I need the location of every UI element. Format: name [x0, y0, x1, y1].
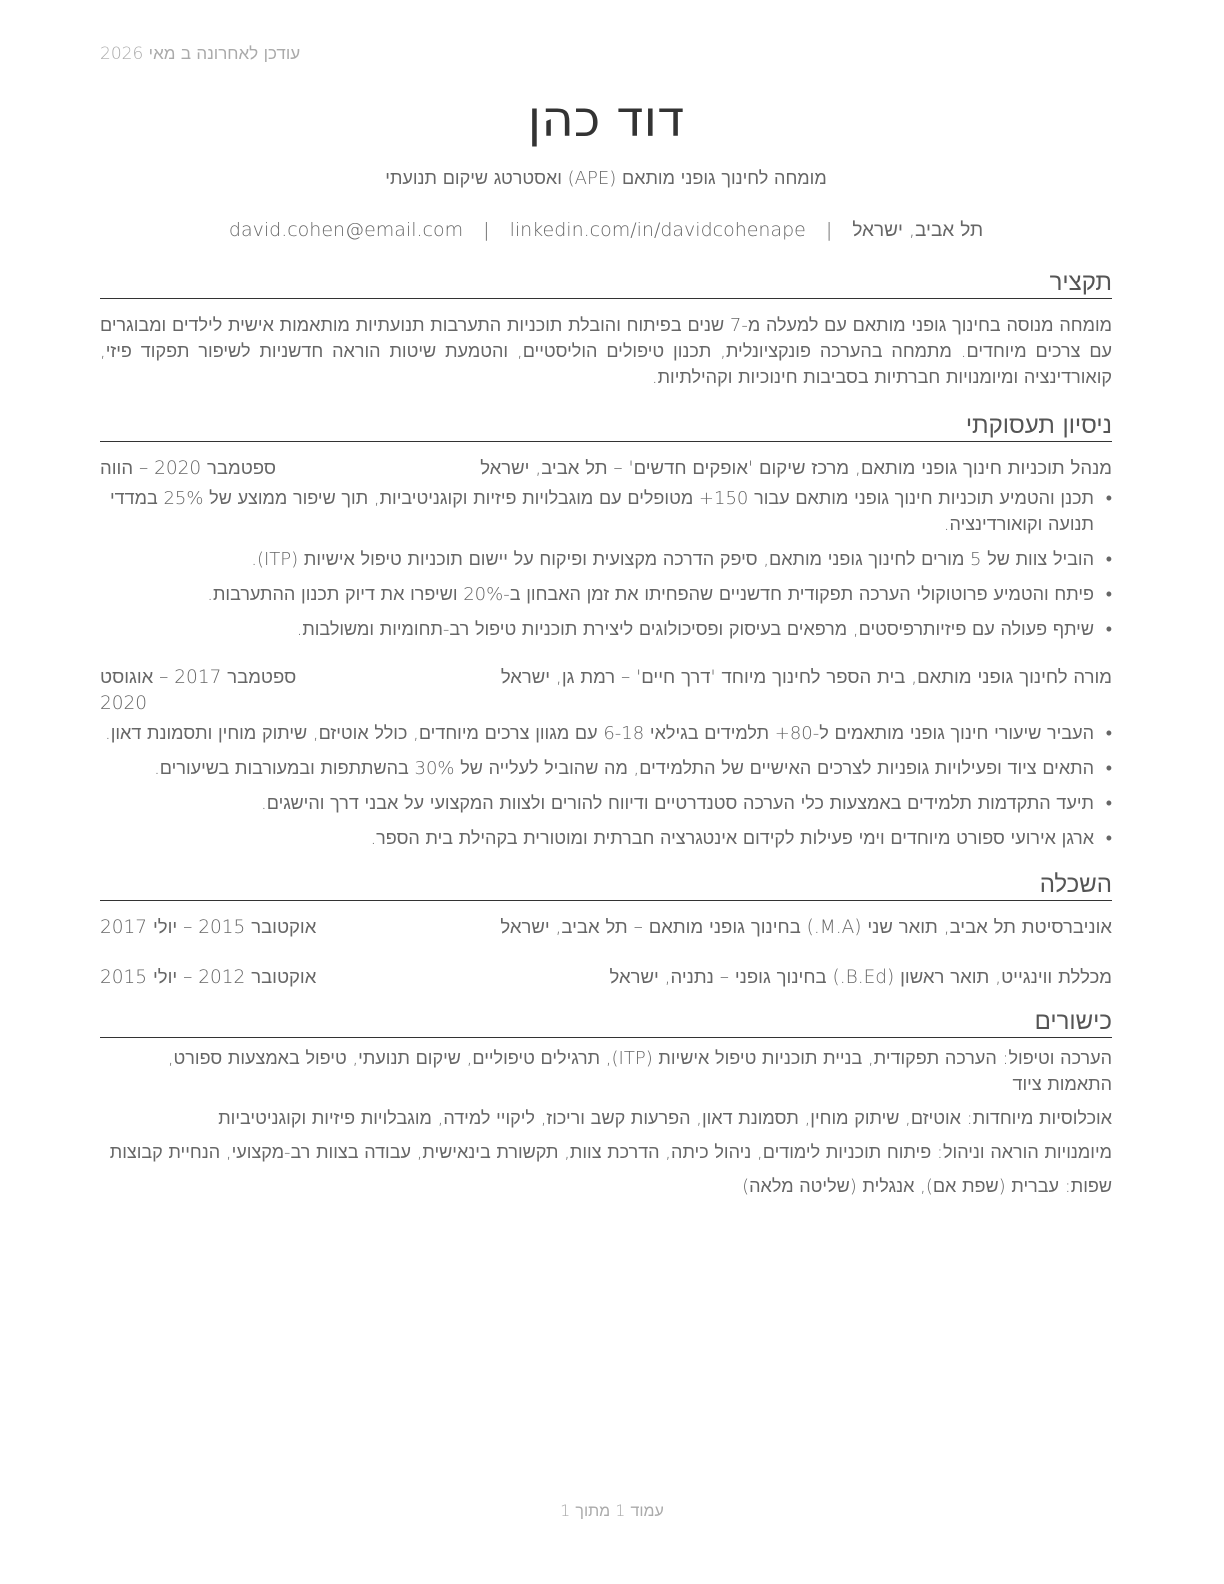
job-bullet: • תיעד התקדמות תלמידים באמצעות כלי הערכה סטנדרטיים ודיווח להורים ולצוות המקצועי על אבני דרך והישגים.	[100, 791, 1112, 817]
job-entry	[100, 665, 1112, 852]
job-bullet: • התאים ציוד ופעילויות גופניות לצרכים האישיים של התלמידים, מה שהוביל לעלייה של 30% בהשתתפות ובמעורבות בשיעורים.	[100, 756, 1112, 782]
skill-line: הערכה וטיפול: הערכה תפקודית, בניית תוכניות טיפול אישיות (ITP), תרגילים טיפוליים, שיקום תנועתי, טיפול באמצעות ספורט, התאמות ציוד	[167, 1048, 1112, 1095]
skill-line: מיומנויות הוראה וניהול: פיתוח תוכניות לימודים, ניהול כיתה, הדרכת צוות, תקשורת בינאישית, עבודה בצוות רב-מקצועי, הנחיית קבוצות	[109, 1142, 1112, 1163]
job-bullet: • שיתף פעולה עם פיזיותרפיסטים, מרפאים בעיסוק ופסיכולוגים ליצירת תוכניות טיפול רב-תחומיות ומשולבות.	[100, 617, 1112, 643]
resume-content	[100, 88, 1112, 1200]
skill-line: אוכלוסיות מיוחדות: אוטיזם, שיתוק מוחין, תסמונת דאון, הפרעות קשב וריכוז, ליקויי למידה, מוגבלויות פיזיות וקוגניטיביות	[218, 1108, 1112, 1129]
job-dates: ספטמבר 2017 – אוגוסט 2020	[100, 667, 297, 714]
education-entry	[100, 915, 1112, 941]
contact-email[interactable]: david.cohen@email.com	[228, 219, 464, 241]
job-entry	[100, 456, 1112, 643]
education-dates: אוקטובר 2012 – יולי 2015	[100, 967, 317, 988]
job-header	[100, 456, 1112, 482]
job-bullets	[100, 721, 1112, 852]
job-bullet: • העביר שיעורי חינוך גופני מותאמים ל-80+ תלמידים בגילאי 6-18 עם מגוון צרכים מיוחדים, כולל אוטיזם, שיתוק מוחין ותסמונת דאון.	[100, 721, 1112, 747]
last-updated-note: עודכן לאחרונה ב מאי 2026	[100, 44, 301, 64]
skills-list	[100, 1046, 1112, 1200]
contact-separator: |	[483, 219, 490, 241]
summary-heading: תקציר	[100, 268, 1112, 299]
education-entry	[100, 965, 1112, 991]
job-title: מורה לחינוך גופני מותאם, בית הספר לחינוך מיוחד 'דרך חיים' – רמת גן, ישראל	[500, 667, 1112, 688]
education-title: מכללת ווינגייט, תואר ראשון (B.Ed.) בחינוך גופני – נתניה, ישראל	[609, 967, 1112, 988]
job-bullet: • הוביל צוות של 5 מורים לחינוך גופני מותאם, סיפק הדרכה מקצועית ופיקוח על יישום תוכניות טיפול אישיות (ITP).	[100, 547, 1112, 573]
skills-heading: כישורים	[100, 1007, 1112, 1038]
contact-line	[100, 219, 1112, 242]
professional-title: מומחה לחינוך גופני מותאם (APE) ואסטרטג שיקום תנועתי	[385, 168, 827, 189]
person-name: דוד כהן	[527, 90, 685, 148]
skill-line: שפות: עברית (שפת אם), אנגלית (שליטה מלאה)	[742, 1176, 1112, 1197]
job-bullet: • ארגן אירועי ספורט מיוחדים וימי פעילות לקידום אינטגרציה חברתית ומוטורית בקהילת בית הספר.	[100, 826, 1112, 852]
page-number: עמוד 1 מתוך 1	[560, 1501, 664, 1520]
summary-text: מומחה מנוסה בחינוך גופני מותאם עם למעלה מ-7 שנים בפיתוח והובלת תוכניות התערבות תנועתיות מותאמות אישית לילדים ומבוגרים עם צרכים מיוחדים. מתמחה בהערכה פונקציונלית, תכנון טיפולים הוליסטיים, והטמעת שיטות הוראה חדשניות לשיפור תפקוד פיזי, קואורדינציה ומיומנויות חברתיות בסביבות חינוכיות וקהילתיות.	[100, 315, 1112, 388]
experience-heading: ניסיון תעסוקתי	[100, 411, 1112, 442]
job-bullet: • פיתח והטמיע פרוטוקולי הערכה תפקודית חדשניים שהפחיתו את זמן האבחון ב-20% ושיפרו את דיוק תכנון ההתערבות.	[100, 582, 1112, 608]
contact-separator: |	[825, 219, 833, 241]
education-dates: אוקטובר 2015 – יולי 2017	[100, 917, 317, 938]
job-header	[100, 665, 1112, 717]
education-heading: השכלה	[100, 870, 1112, 901]
contact-linkedin[interactable]: linkedin.com/in/davidcohenape	[509, 219, 806, 241]
contact-location: תל אביב, ישראל	[852, 219, 984, 241]
job-dates: ספטמבר 2020 – הווה	[100, 458, 277, 479]
education-title: אוניברסיטת תל אביב, תואר שני (M.A.) בחינוך גופני מותאם – תל אביב, ישראל	[500, 917, 1112, 938]
job-title: מנהל תוכניות חינוך גופני מותאם, מרכז שיקום 'אופקים חדשים' – תל אביב, ישראל	[480, 458, 1112, 479]
job-bullets	[100, 486, 1112, 643]
job-bullet: • תכנן והטמיע תוכניות חינוך גופני מותאם עבור 150+ מטופלים עם מוגבלויות פיזיות וקוגניטיביות, תוך שיפור ממוצע של 25% במדדי תנועה וקואורדינציה.	[100, 486, 1112, 538]
